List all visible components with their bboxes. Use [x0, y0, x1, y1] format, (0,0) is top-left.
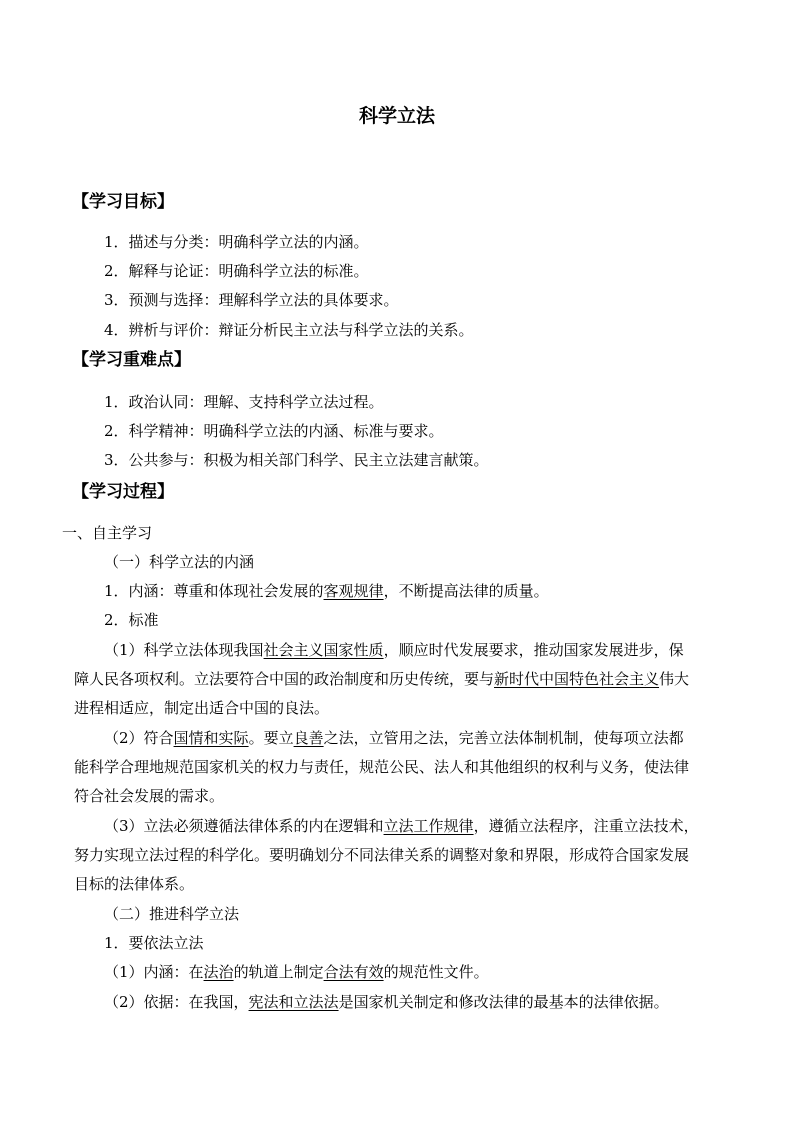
key-point-item: 3．公共参与：积极为相关部门科学、民主立法建言献策。	[104, 451, 489, 469]
paragraph-line: 目标的法律体系。	[74, 875, 195, 893]
blank-answer: 法治	[203, 963, 234, 981]
objective-item: 4．辨析与评价：辩证分析民主立法与科学立法的关系。	[104, 321, 474, 339]
blank-answer: 良善	[293, 729, 324, 747]
paragraph-line: （2）符合国情和实际。要立良善之法，立管用之法，完善立法体制机制，使每项立法都	[104, 729, 684, 747]
document-title: 科学立法	[358, 105, 435, 127]
process-heading: 【学习过程】	[72, 482, 174, 502]
paragraph-line: 努力实现立法过程的科学化。要明确划分不同法律关系的调整对象和界限，形成符合国家发展	[74, 846, 690, 864]
paragraph-line: 2．标准	[104, 611, 159, 629]
blank-answer: 立法工作规律	[383, 817, 474, 835]
objective-item: 2．解释与论证：明确科学立法的标准。	[104, 262, 369, 280]
subsection-heading: （一）科学立法的内涵	[104, 553, 255, 571]
objective-item: 3．预测与选择：理解科学立法的具体要求。	[104, 291, 399, 309]
paragraph-line: （3）立法必须遵循法律体系的内在逻辑和立法工作规律，遵循立法程序，注重立法技术，	[104, 817, 699, 835]
objectives-heading: 【学习目标】	[72, 192, 174, 212]
blank-answer: 国情和实际	[173, 729, 249, 747]
paragraph-line: 障人民各项权利。立法要符合中国的政治制度和历史传统，要与新时代中国特色社会主义伟大	[74, 670, 690, 688]
paragraph-line: 符合社会发展的需求。	[74, 787, 225, 805]
paragraph-line: （2）依据：在我国，宪法和立法法是国家机关制定和修改法律的最基本的法律依据。	[104, 993, 669, 1011]
paragraph-line: 进程相适应，制定出适合中国的良法。	[74, 699, 330, 717]
blank-answer: 宪法和立法法	[248, 993, 339, 1011]
objective-item: 1．描述与分类：明确科学立法的内涵。	[104, 233, 369, 251]
paragraph-line: （1）内涵：在法治的轨道上制定合法有效的规范性文件。	[104, 963, 489, 981]
paragraph-line: 1．要依法立法	[104, 934, 204, 952]
blank-answer: 合法有效	[323, 963, 384, 981]
key-points-heading: 【学习重难点】	[72, 350, 191, 370]
blank-answer: 新时代中国特色社会主义	[494, 670, 660, 688]
key-point-item: 2．科学精神：明确科学立法的内涵、标准与要求。	[104, 422, 444, 440]
blank-answer: 社会主义国家性质	[263, 641, 384, 659]
subsection-heading: （二）推进科学立法	[104, 905, 240, 923]
part-heading: 一、自主学习	[62, 524, 153, 542]
paragraph-line: 能科学合理地规范国家机关的权力与责任，规范公民、法人和其他组织的权利与义务，使法律	[74, 758, 690, 776]
paragraph-line: 1．内涵：尊重和体现社会发展的客观规律，不断提高法律的质量。	[104, 582, 549, 600]
paragraph-line: （1）科学立法体现我国社会主义国家性质，顺应时代发展要求，推动国家发展进步，保	[104, 641, 684, 659]
key-point-item: 1．政治认同：理解、支持科学立法过程。	[104, 393, 384, 411]
blank-answer: 客观规律	[323, 582, 384, 600]
